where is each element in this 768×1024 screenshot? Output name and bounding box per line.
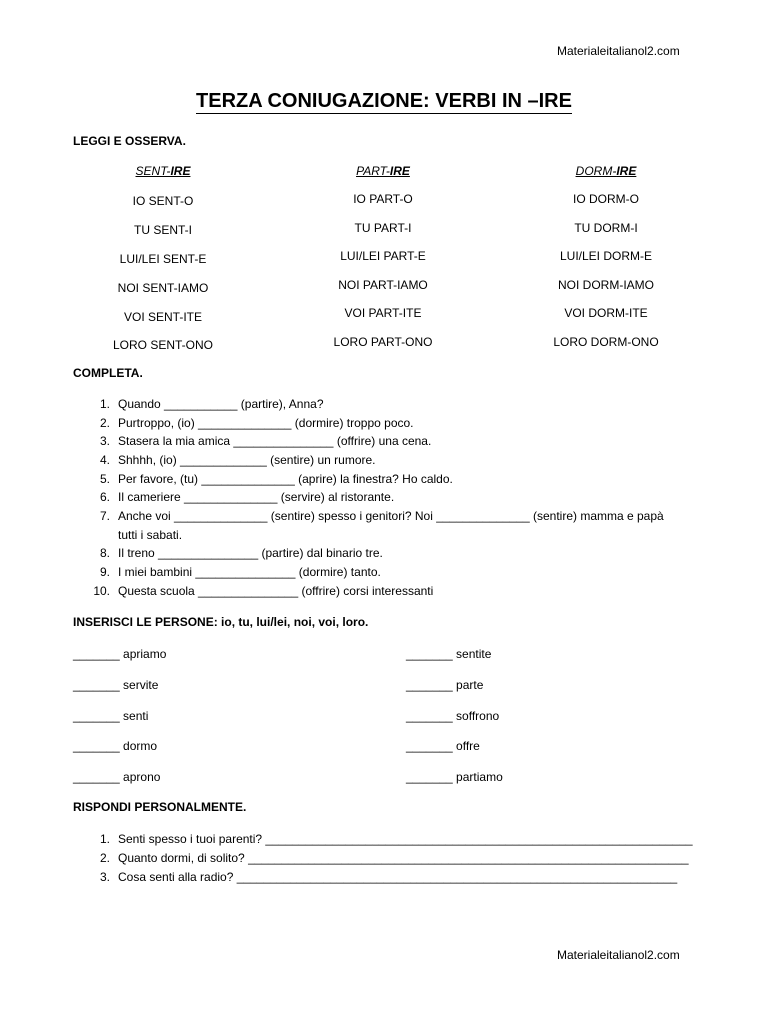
section-heading-rispondi: RISPONDI PERSONALMENTE. [73,800,247,814]
section-heading-completa: COMPLETA. [73,366,143,380]
conjugation-cell: IO PART-O [353,192,413,206]
fill-blank-item: _______ senti [73,709,149,723]
fill-blank-item: _______ sentite [406,647,492,661]
site-name-top: Materialeitalianol2.com [557,44,680,58]
page-title: TERZA CONIUGAZIONE: VERBI IN –IRE [196,90,572,112]
column-header-dormire: DORM-IRE [575,164,637,178]
fill-blank-item: _______ servite [73,678,159,692]
list-item: 10. Questa scuola _______________ (offrire) corsi interessanti [93,584,434,598]
conjugation-cell: LORO PART-ONO [333,335,433,349]
fill-blank-item: _______ dormo [73,739,158,753]
conjugation-cell: NOI PART-IAMO [338,278,428,292]
list-item: 1. Quando ___________ (partire), Anna? [99,397,324,411]
list-item: 2. Quanto dormi, di solito? __________________________________________________________________ [99,851,689,865]
section-heading-inserisci: INSERISCI LE PERSONE: io, tu, lui/lei, noi, voi, loro. [73,615,369,629]
conjugation-cell: NOI DORM-IAMO [558,278,654,292]
fill-blank-item: _______ partiamo [406,770,503,784]
list-item: 3. Stasera la mia amica _______________ (offrire) una cena. [99,434,432,448]
list-item: 4. Shhhh, (io) _____________ (sentire) un rumore. [99,453,376,467]
conjugation-cell: TU SENT-I [133,223,192,237]
fill-blank-item: _______ soffrono [406,709,500,723]
fill-blank-item: _______ apriamo [73,647,167,661]
site-name-bottom: Materialeitalianol2.com [557,948,680,962]
conjugation-cell: IO SENT-O [132,194,194,208]
conjugation-cell: VOI SENT-ITE [123,310,202,324]
list-item: 7. Anche voi ______________ (sentire) spesso i genitori? Noi ______________ (sentire) mamma e papà [99,509,664,523]
conjugation-cell: IO DORM-O [573,192,639,206]
list-item: 2. Purtroppo, (io) ______________ (dormire) troppo poco. [99,416,414,430]
fill-blank-item: _______ offre [406,739,480,753]
list-item: 3. Cosa senti alla radio? __________________________________________________________________ [99,870,678,884]
conjugation-cell: NOI SENT-IAMO [117,281,209,295]
fill-blank-item: _______ aprono [73,770,161,784]
list-item: 8. Il treno _______________ (partire) dal binario tre. [99,546,383,560]
section-heading-leggi: LEGGI E OSSERVA. [73,134,186,148]
column-header-sentire: SENT-IRE [135,164,191,178]
list-item: 9. I miei bambini _______________ (dormire) tanto. [99,565,381,579]
conjugation-cell: LORO SENT-ONO [112,338,213,352]
fill-blank-item: _______ parte [406,678,484,692]
column-header-partire: PART-IRE [356,164,410,178]
list-item: 5. Per favore, (tu) ______________ (aprire) la finestra? Ho caldo. [99,472,453,486]
conjugation-cell: LORO DORM-ONO [553,335,659,349]
list-item-continuation: tutti i sabati. [118,528,183,542]
conjugation-cell: TU DORM-I [574,221,638,235]
list-item: 6. Il cameriere ______________ (servire) al ristorante. [99,490,395,504]
conjugation-cell: VOI DORM-ITE [564,306,648,320]
conjugation-cell: LUI/LEI SENT-E [119,252,207,266]
conjugation-cell: LUI/LEI DORM-E [559,249,652,263]
conjugation-cell: LUI/LEI PART-E [340,249,426,263]
conjugation-cell: VOI PART-ITE [344,306,422,320]
list-item: 1. Senti spesso i tuoi parenti? ________________________________________________________________ [99,832,693,846]
conjugation-cell: TU PART-I [354,221,412,235]
